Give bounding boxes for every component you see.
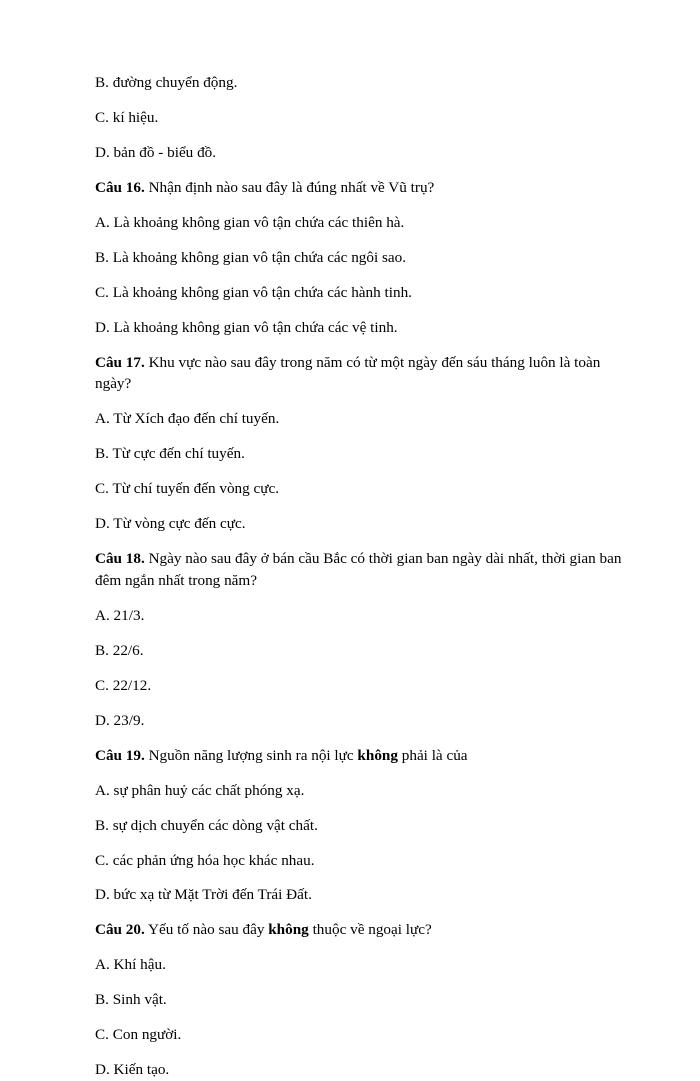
- answer-option-text: D. Là khoảng không gian vô tận chứa các vệ tinh.: [95, 318, 398, 336]
- question-label: Câu 17.: [95, 353, 145, 371]
- question-text: Nhận định nào sau đây là đúng nhất về Vũ trụ?: [144, 178, 435, 196]
- answer-option-text: C. Từ chí tuyến đến vòng cực.: [95, 480, 280, 498]
- answer-option: [95, 640, 640, 662]
- answer-option: [95, 107, 640, 129]
- answer-option-text: A. 21/3.: [95, 606, 145, 624]
- answer-option: [95, 1059, 640, 1081]
- answer-option-text: B. đường chuyển động.: [95, 74, 238, 91]
- answer-option: [95, 212, 640, 234]
- answer-option: [95, 780, 640, 802]
- answer-option-text: A. Từ Xích đạo đến chí tuyến.: [95, 410, 280, 428]
- question-label: Câu 16.: [95, 178, 145, 196]
- answer-option: [95, 317, 640, 339]
- answer-option-text: A. Khí hậu.: [95, 956, 166, 974]
- question-line: [95, 352, 640, 395]
- answer-option: [95, 1024, 640, 1046]
- question-text-pre: Nguồn năng lượng sinh ra nội lực: [144, 746, 358, 764]
- answer-option: [95, 989, 640, 1011]
- answer-option: [95, 605, 640, 627]
- answer-option-text: B. Là khoảng không gian vô tận chứa các ngôi sao.: [95, 248, 407, 266]
- answer-option: [95, 282, 640, 304]
- question-line: [95, 177, 640, 199]
- answer-option-text: D. Kiến tạo.: [95, 1061, 170, 1079]
- question-label: Câu 20.: [95, 921, 145, 939]
- answer-option-text: D. Từ vòng cực đến cực.: [95, 515, 246, 533]
- answer-option-text: B. Sinh vật.: [95, 991, 167, 1009]
- answer-option-text: C. Con người.: [95, 1026, 182, 1044]
- answer-option-text: B. Từ cực đến chí tuyến.: [95, 445, 245, 463]
- answer-option-text: D. bản đồ - biểu đồ.: [95, 143, 217, 161]
- answer-option-text: C. 22/12.: [95, 676, 152, 694]
- answer-option: [95, 850, 640, 872]
- answer-option: [95, 247, 640, 269]
- question-label: Câu 19.: [95, 746, 145, 764]
- question-line: [95, 745, 640, 767]
- question-text: Khu vực nào sau đây trong năm có từ một ngày đến sáu tháng luôn là toàn ngày?: [95, 353, 601, 393]
- answer-option: [95, 142, 640, 164]
- question-line: [95, 548, 640, 591]
- question-text-pre: Yếu tố nào sau đây: [144, 921, 269, 939]
- answer-option: [95, 675, 640, 697]
- question-label: Câu 18.: [95, 550, 145, 568]
- question-emphasis: không: [357, 746, 398, 764]
- question-text: Ngày nào sau đây ở bán cầu Bắc có thời gian ban ngày dài nhất, thời gian ban đêm ngắn nhất trong năm?: [95, 550, 622, 589]
- question-emphasis: không: [268, 921, 309, 939]
- answer-option-text: A. Là khoảng không gian vô tận chứa các thiên hà.: [95, 213, 405, 231]
- answer-option-text: D. bức xạ từ Mặt Trời đến Trái Đất.: [95, 886, 312, 904]
- answer-option: [95, 710, 640, 732]
- answer-option: [95, 954, 640, 976]
- answer-option: [95, 513, 640, 535]
- answer-option: [95, 443, 640, 465]
- question-text-post: thuộc về ngoại lực?: [308, 921, 432, 939]
- answer-option: [95, 72, 640, 94]
- answer-option-text: B. sự dịch chuyển các dòng vật chất.: [95, 816, 318, 834]
- answer-option-text: C. kí hiệu.: [95, 108, 159, 126]
- question-text-post: phải là của: [397, 746, 468, 764]
- document-body: [95, 72, 640, 1081]
- answer-option-text: B. 22/6.: [95, 641, 144, 659]
- answer-option: [95, 884, 640, 906]
- question-line: [95, 919, 640, 941]
- answer-option: [95, 478, 640, 500]
- answer-option: [95, 408, 640, 430]
- answer-option: [95, 815, 640, 837]
- answer-option-text: C. các phản ứng hóa học khác nhau.: [95, 851, 315, 869]
- answer-option-text: D. 23/9.: [95, 711, 145, 729]
- answer-option-text: C. Là khoảng không gian vô tận chứa các hành tinh.: [95, 283, 412, 301]
- answer-option-text: A. sự phân huỷ các chất phóng xạ.: [95, 781, 305, 799]
